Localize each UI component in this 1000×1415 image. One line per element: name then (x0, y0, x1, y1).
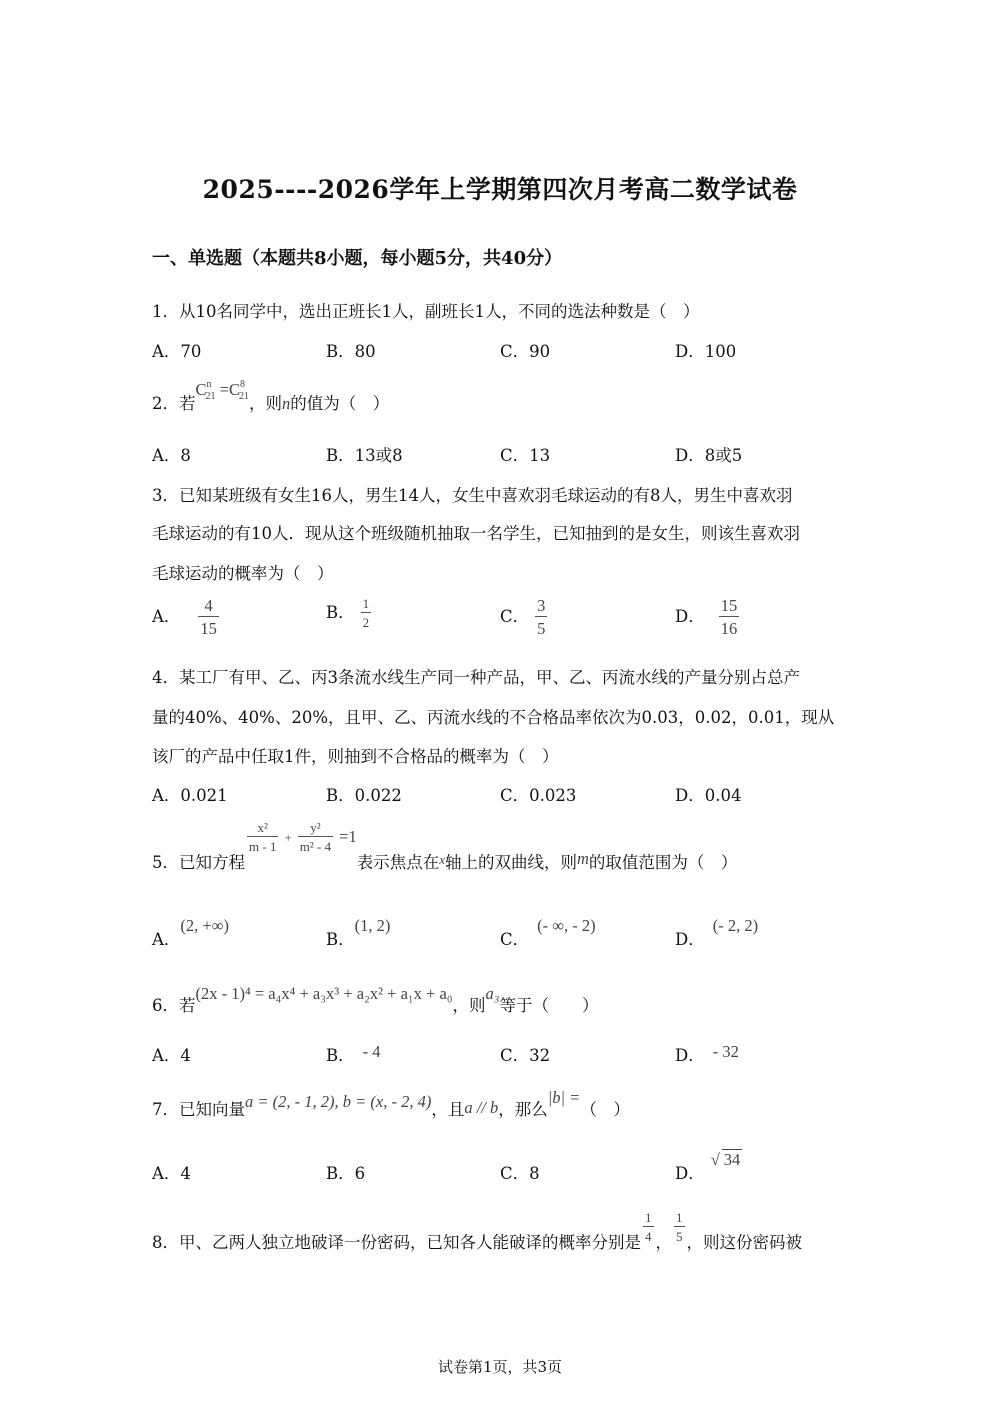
question-3-options (152, 596, 852, 646)
option-b: B．13或8 (326, 446, 403, 465)
option-b: B．(1, 2) (326, 916, 391, 949)
question-5: 5．已知方程 $\frac{\text{x²}}{m - 1}$ + $\frac{\text{y²}}{\text{m² - 4}}$ =1表示焦点在$_x$轴上的双曲线，则m的取值范围为（ ） (152, 820, 738, 872)
option-c: C．(- ∞, - 2) (500, 916, 596, 949)
question-3-line-3: 毛球运动的概率为（ ） (152, 564, 334, 583)
option-d: D． - 32 (675, 1042, 739, 1065)
section-heading: 一、单选题（本题共8小题，每小题5分，共40分） (152, 248, 563, 269)
option-a: A．(2, +∞) (152, 916, 229, 949)
option-a: A．4 (152, 1046, 191, 1065)
option-b: B．80 (326, 342, 376, 361)
option-c: C． $\frac{3}{5}$ (500, 596, 546, 638)
option-c: C．0.023 (500, 786, 577, 805)
option-a: A．0.021 (152, 786, 228, 805)
option-b: B．0.022 (326, 786, 402, 805)
question-3-line-2: 毛球运动的有10人．现从这个班级随机抽取一名学生，已知抽到的是女生，则该生喜欢羽 (152, 524, 800, 543)
option-a: A．4 (152, 1164, 191, 1183)
question-6-options (152, 1042, 852, 1082)
question-7: 7．已知向量a = (2, - 1, 2), b = (x, - 2, 4)，且a // b，那么|b| =（ ） (152, 1088, 630, 1119)
option-c: C．90 (500, 342, 551, 361)
question-4-line-3: 该厂的产品中任取1件，则抽到不合格品的概率为（ ） (152, 747, 559, 766)
binomial-expression: (2x - 1)⁴ = a₄x⁴ + a₃x³ + a₂x² + a₁x + a₀ (195, 984, 453, 1003)
question-1: 1．从10名同学中，选出正班长1人，副班长1人，不同的选法种数是（ ） (152, 302, 700, 321)
option-d: D．100 (675, 342, 737, 361)
option-b: B． $\frac{1}{2}$ (326, 596, 370, 630)
option-d: D．8或5 (675, 446, 743, 465)
page-title: 2025----2026学年上学期第四次月考高二数学试卷 (202, 175, 798, 204)
option-d: D．(- 2, 2) (675, 916, 759, 949)
vector-expression: a = (2, - 1, 2), b = (x, - 2, 4) (245, 1092, 432, 1111)
option-d: D．0.04 (675, 786, 742, 805)
combination-expression: $C^n_{21} =C^8_{21}$ (195, 379, 249, 402)
question-3-line-1: 3．已知某班级有女生16人，男生14人，女生中喜欢羽毛球运动的有8人，男生中喜欢羽 (152, 486, 793, 505)
question-4-options (152, 782, 852, 822)
option-a: A．70 (152, 342, 202, 361)
option-a: A． $\frac{4}{15}$ (152, 596, 217, 638)
option-b: B．6 (326, 1164, 366, 1183)
option-c: C．32 (500, 1046, 551, 1065)
page-footer: 试卷第1页，共3页 (437, 1358, 563, 1376)
option-d: D． $\frac{15}{16}$ (675, 596, 738, 638)
question-8: 8．甲、乙两人独立地破译一份密码，已知各人能破译的概率分别是 $\frac{1}{4}$ ， $\frac{1}{5}$ ，则这份密码被 (152, 1210, 802, 1252)
question-4-line-2: 量的40%、40%、20%，且甲、乙、丙流水线的不合格品率依次为0.03，0.02，0.01，现从 (152, 708, 835, 727)
option-c: C．13 (500, 446, 551, 465)
question-2-options (152, 442, 852, 482)
question-6: 6．若(2x - 1)⁴ = a₄x⁴ + a₃x³ + a₂x² + a₁x + a₀，则a₃等于（ ） (152, 984, 599, 1015)
question-4-line-1: 4．某工厂有甲、乙、丙3条流水线生产同一种产品，甲、乙、丙流水线的产量分别占总产 (152, 668, 800, 687)
question-5-options (152, 912, 852, 952)
option-d: D．√ 34 (675, 1150, 741, 1183)
option-c: C．8 (500, 1164, 540, 1183)
question-2: 2．若$C^n_{21} =C^8_{21}$，则n的值为（ ） (152, 379, 390, 413)
question-1-options (152, 338, 852, 378)
option-a: A．8 (152, 446, 191, 465)
option-b: B． - 4 (326, 1042, 381, 1065)
question-7-options (152, 1150, 852, 1200)
